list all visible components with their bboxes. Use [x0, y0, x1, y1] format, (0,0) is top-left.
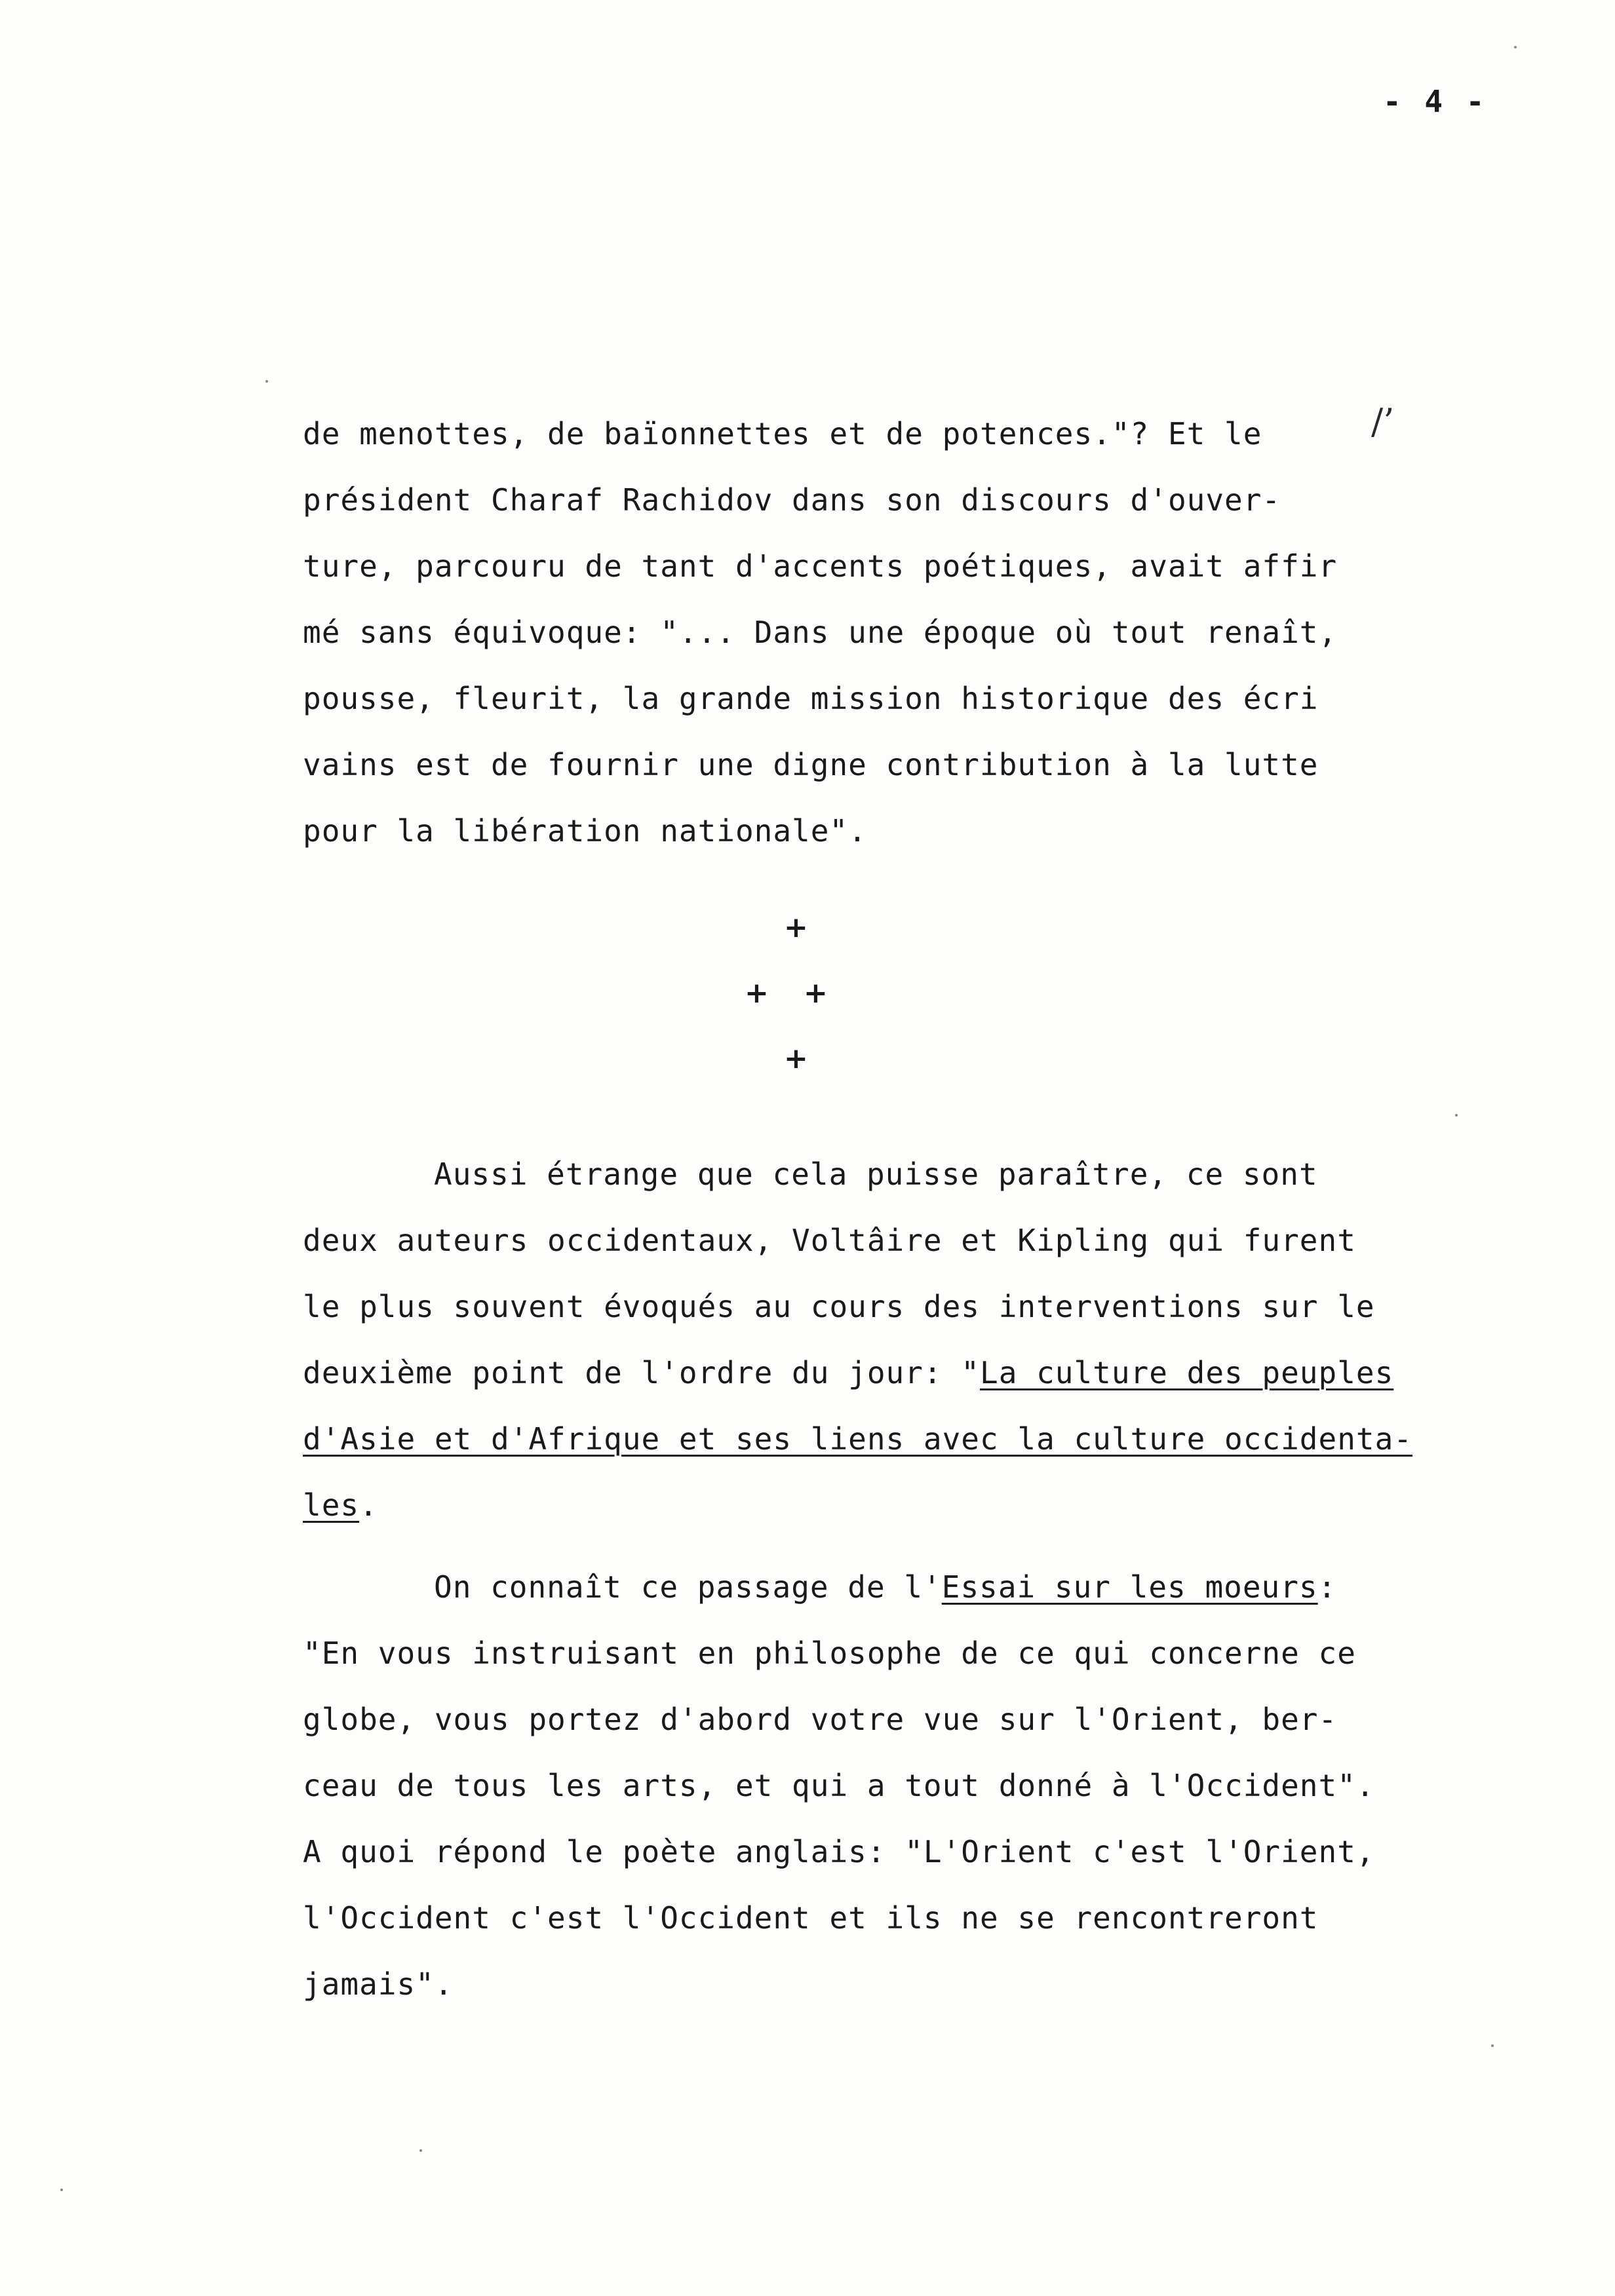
- underlined-title: d'Asie et d'Afrique et ses liens avec la culture occidenta-: [303, 1421, 1412, 1457]
- separator-cross: +: [745, 976, 769, 1010]
- text-span: .: [359, 1487, 378, 1523]
- text-line: mé sans équivoque: "... Dans une époque où tout renaît,: [303, 615, 1338, 650]
- text-line: deux auteurs occidentaux, Voltâire et Kipling qui furent: [303, 1223, 1356, 1258]
- text-line: pousse, fleurit, la grande mission historique des écri: [303, 681, 1319, 716]
- scan-speck: [1491, 2044, 1494, 2047]
- text-line: [303, 1353, 1393, 1392]
- separator-cross: +: [804, 976, 828, 1010]
- underlined-title: La culture des peuples: [980, 1355, 1394, 1390]
- page-number: - 4 -: [1383, 84, 1487, 119]
- text-line: jamais".: [303, 1966, 454, 2002]
- text-span: :: [1317, 1569, 1337, 1605]
- separator-cross: +: [784, 1042, 808, 1075]
- text-line: [303, 1485, 378, 1525]
- text-span: On connaît ce passage de l': [434, 1569, 942, 1605]
- separator-cross: +: [784, 911, 808, 944]
- scan-speck: [419, 2149, 422, 2152]
- text-line: président Charaf Rachidov dans son discours d'ouver-: [303, 482, 1281, 518]
- text-line: Aussi étrange que cela puisse paraître, ce sont: [434, 1157, 1318, 1192]
- scan-speck: [60, 2189, 63, 2191]
- text-line: le plus souvent évoqués au cours des interventions sur le: [303, 1289, 1375, 1324]
- text-line: de menottes, de baïonnettes et de potences."? Et le: [303, 416, 1262, 451]
- text-span: deuxième point de l'ordre du jour: ": [303, 1355, 980, 1390]
- text-line: pour la libération nationale".: [303, 813, 867, 849]
- scan-speck: [1514, 46, 1517, 48]
- text-line: A quoi répond le poète anglais: "L'Orient c'est l'Orient,: [303, 1834, 1375, 1869]
- text-line: globe, vous portez d'abord votre vue sur l'Orient, ber-: [303, 1702, 1338, 1737]
- text-line: [434, 1567, 1336, 1607]
- text-line: ceau de tous les arts, et qui a tout donné à l'Occident".: [303, 1768, 1375, 1803]
- text-line: vains est de fournir une digne contribution à la lutte: [303, 747, 1319, 782]
- text-line: ture, parcouru de tant d'accents poétiques, avait affir: [303, 548, 1338, 584]
- text-line: "En vous instruisant en philosophe de ce qui concerne ce: [303, 1636, 1356, 1671]
- scan-speck: [265, 380, 268, 383]
- margin-annotation-mark: /’: [1371, 401, 1395, 442]
- text-line: l'Occident c'est l'Occident et ils ne se rencontreront: [303, 1900, 1319, 1936]
- scan-speck: [1455, 1114, 1458, 1117]
- underlined-title: les: [303, 1487, 360, 1523]
- text-line: [303, 1419, 1412, 1459]
- underlined-title: Essai sur les moeurs: [941, 1569, 1318, 1605]
